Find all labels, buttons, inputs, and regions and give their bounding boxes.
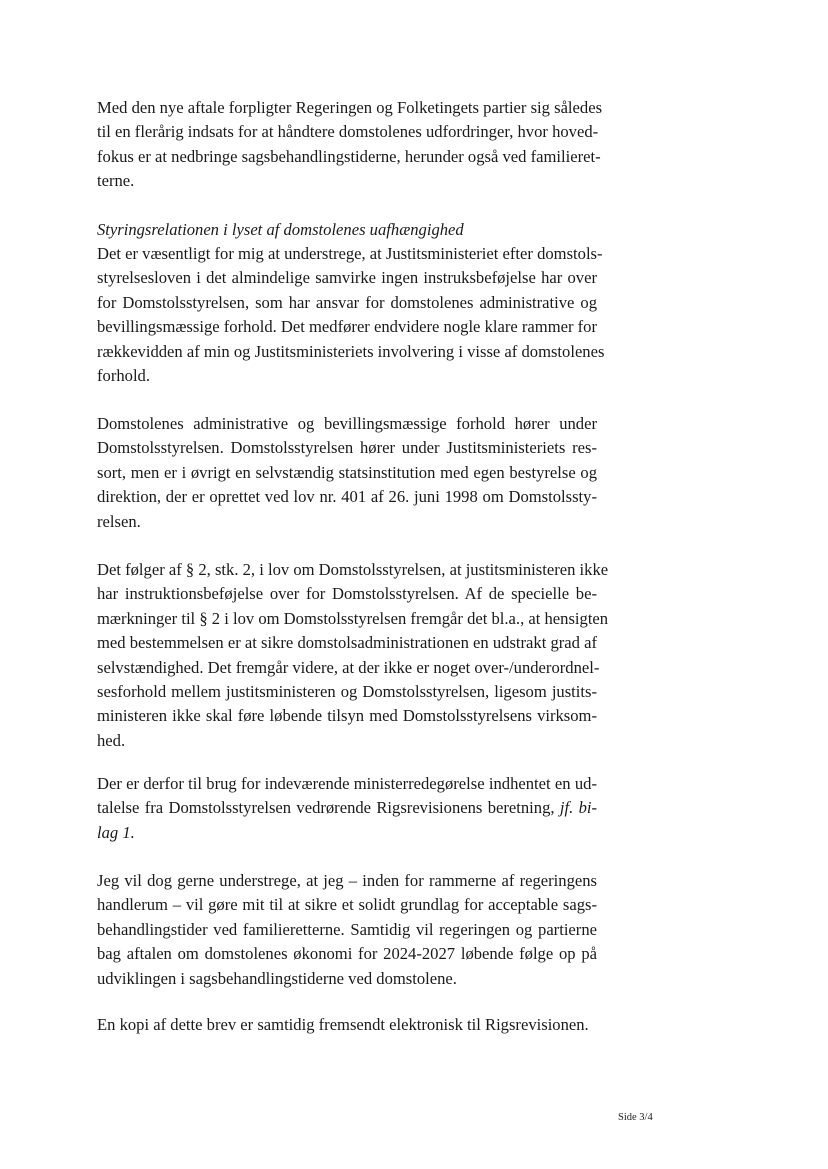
text-line: med bestemmelsen er at sikre domstolsadministrationen en udstrakt grad af (97, 633, 597, 653)
paragraph-commitment (97, 869, 597, 991)
appendix-reference-continued: lag 1. (97, 822, 135, 842)
text-line: til en flerårig indsats for at håndtere domstolenes udfordringer, hvor hoved- (97, 122, 599, 142)
text-line: Domstolenes administrative og bevillingsmæssige forhold hører under (97, 414, 597, 433)
paragraph-administration (97, 412, 597, 534)
text-line: Jeg vil dog gerne understrege, at jeg – inden for rammerne af regeringens (97, 871, 597, 890)
text-line: handlerum – vil gøre mit til at sikre et solidt grundlag for acceptable sags- (97, 895, 597, 915)
text-line: for Domstolsstyrelsen, som har ansvar for domstolenes administrative og (97, 292, 597, 312)
text-line: udviklingen i sagsbehandlingstiderne ved domstolene. (97, 968, 457, 988)
text-line: relsen. (97, 511, 141, 531)
paragraph-legal-basis (97, 558, 609, 753)
text-line: Det er væsentligt for mig at understrege, at Justitsministeriet efter domstols- (97, 244, 603, 263)
text-line: sort, men er i øvrigt en selvstændig statsinstitution med egen bestyrelse og (97, 462, 597, 482)
text-line: har instruktionsbeføjelse over for Domstolsstyrelsen. Af de specielle be- (97, 584, 597, 604)
section-heading: Styringsrelationen i lyset af domstolenes uafhængighed (97, 220, 464, 239)
text-line: bevillingsmæssige forhold. Det medfører endvidere nogle klare rammer for (97, 317, 597, 337)
text-line: Med den nye aftale forpligter Regeringen og Folketingets partier sig således (97, 98, 603, 117)
paragraph-copy-notice (97, 1013, 597, 1037)
text-line: styrelsesloven i det almindelige samvirke ingen instruksbeføjelse har over (97, 268, 597, 288)
text-line: Der er derfor til brug for indeværende ministerredegørelse indhentet en ud- (97, 774, 597, 793)
text-line: sesforhold mellem justitsministeren og Domstolsstyrelsen, ligesom justits- (97, 682, 597, 702)
paragraph-statement (97, 772, 597, 845)
text-line: En kopi af dette brev er samtidig fremsendt elektronisk til Rigsrevisionen. (97, 1015, 589, 1034)
paragraph-governance (97, 242, 605, 388)
text-line: bag aftalen om domstolenes økonomi for 2024-2027 løbende følge op på (97, 944, 597, 964)
text-line: fokus er at nedbringe sagsbehandlingstiderne, herunder også ved familieret- (97, 146, 601, 166)
text-line: hed. (97, 730, 126, 750)
paragraph-intro (97, 96, 603, 194)
text-line: terne. (97, 171, 135, 191)
text-line: Domstolsstyrelsen. Domstolsstyrelsen hører under Justitsministeriets res- (97, 438, 597, 458)
text-line: rækkevidden af min og Justitsministeriets involvering i visse af domstolenes (97, 341, 605, 361)
appendix-reference: jf. bi- (559, 798, 598, 818)
text-line: behandlingstider ved familieretterne. Samtidig vil regeringen og partierne (97, 919, 597, 939)
text-line: direktion, der er oprettet ved lov nr. 401 af 26. juni 1998 om Domstolssty- (97, 487, 597, 507)
text-segment: talelse fra Domstolsstyrelsen vedrørende Rigsrevisionens beretning, (97, 798, 555, 818)
page-number: Side 3/4 (618, 1112, 653, 1123)
text-line: forhold. (97, 366, 150, 386)
text-line: Det følger af § 2, stk. 2, i lov om Domstolsstyrelsen, at justitsministeren ikke (97, 560, 609, 579)
text-line: selvstændighed. Det fremgår videre, at der ikke er noget over-/underordnel- (97, 657, 600, 677)
text-line (97, 796, 597, 820)
text-line: mærkninger til § 2 i lov om Domstolsstyrelsen fremgår det bl.a., at hensigten (97, 608, 609, 628)
text-line: ministeren ikke skal føre løbende tilsyn med Domstolsstyrelsens virksom- (97, 706, 597, 726)
